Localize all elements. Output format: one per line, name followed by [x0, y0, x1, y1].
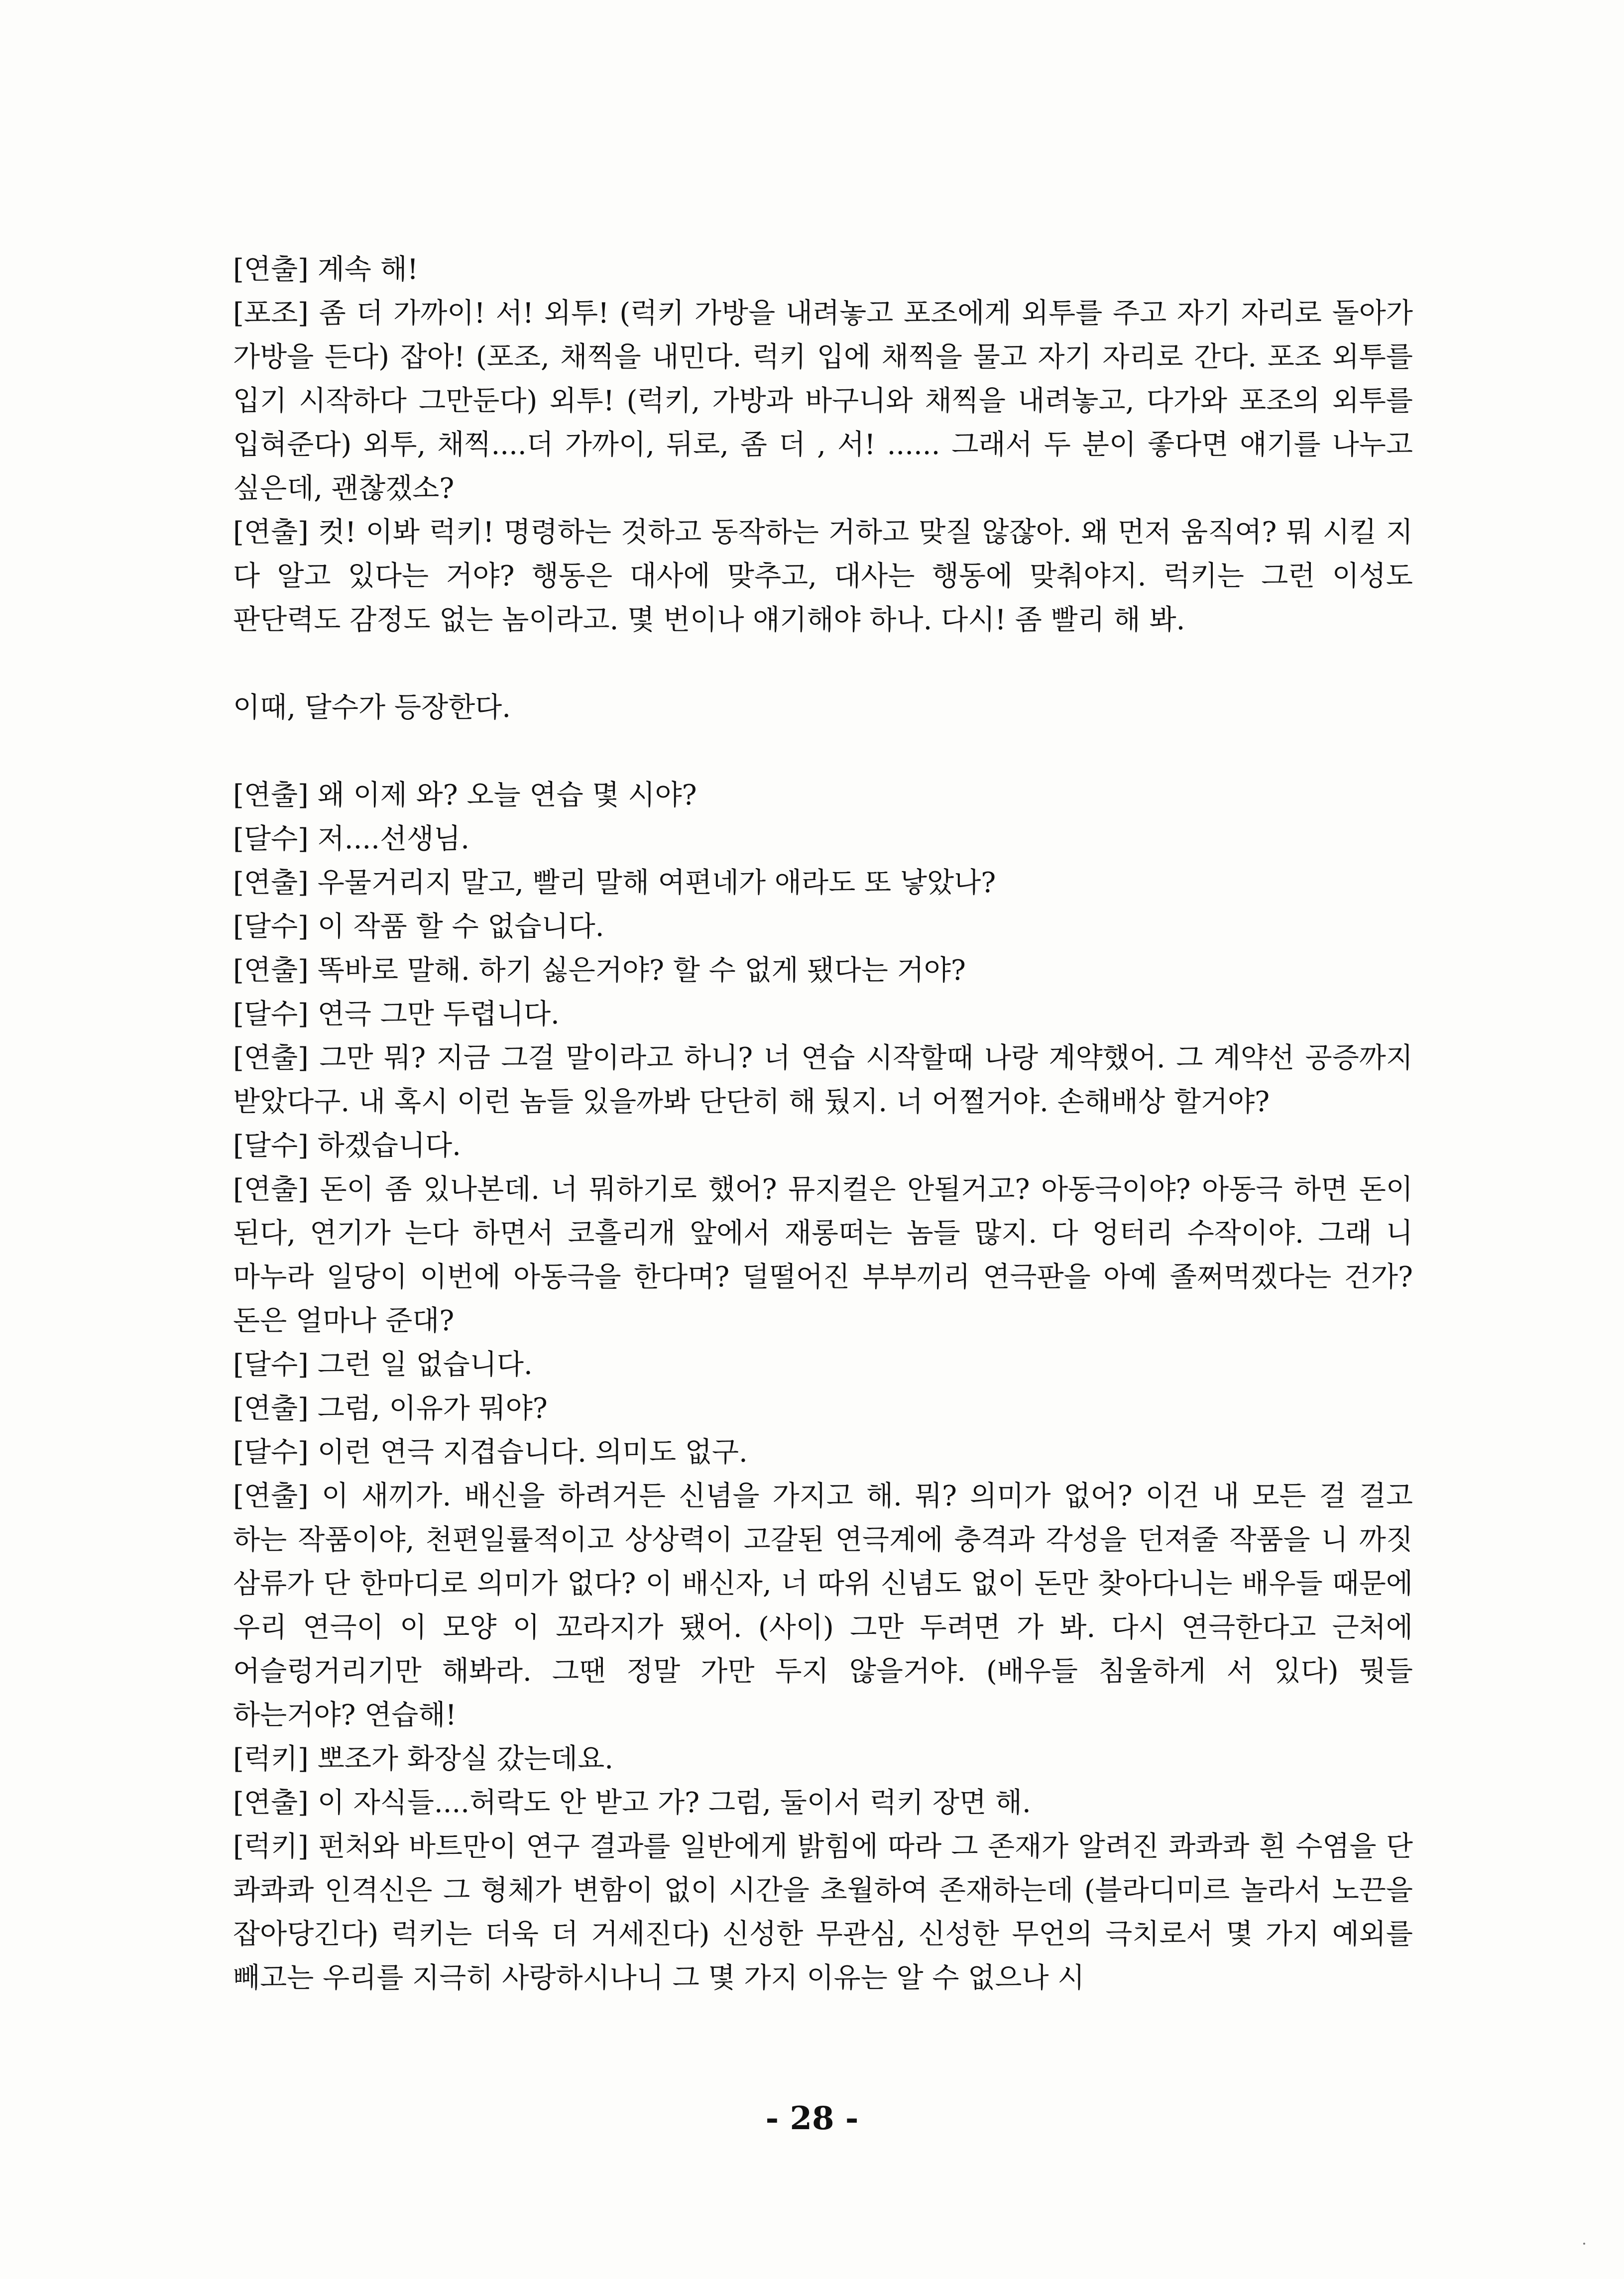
- dialogue-line: [달수] 이 작품 할 수 없습니다.: [233, 911, 604, 943]
- dialogue-line: [럭키] 펀처와 바트만이 연구 결과를 일반에게 밝힘에 따라 그 존재가 알려진 콰콰콰 흰 수염을 단 콰콰콰 인격신은 그 형체가 변함이 없이 시간을 초월하여 존재하는데 (블라디미르 놀라서 노끈을 잡아당긴다) 럭키는 더욱 더 거세진다) 신성한 무관심, 신성한 무언의 극치로서 몇 가지 예외를 빼고는 우리를 지극히 사랑하시나니 그 몇 가지 이유는 알 수 없으나 시: [233, 1830, 1413, 1994]
- dialogue-line: [달수] 하겠습니다.: [233, 1130, 461, 1162]
- dialogue-line: [연출] 그만 뭐? 지금 그걸 말이라고 하니? 너 연습 시작할때 나랑 계약했어. 그 계약선 공증까지 받았다구. 내 혹시 이런 놈들 있을까봐 단단히 해 뒀지. 너 어쩔거야. 손해배상 할거야?: [233, 1042, 1413, 1118]
- page-number: - 28 -: [765, 2100, 859, 2137]
- dialogue-line: [연출] 똑바로 말해. 하기 싫은거야? 할 수 없게 됐다는 거야?: [233, 954, 966, 987]
- dialogue-line: [달수] 저....선생님.: [233, 823, 470, 855]
- script-body: [233, 248, 1413, 2000]
- dialogue-line: [연출] 왜 이제 와? 오늘 연습 몇 시야?: [233, 779, 697, 811]
- dialogue-line: [연출] 컷! 이봐 럭키! 명령하는 것하고 동작하는 거하고 맞질 않잖아. 왜 먼저 움직여? 뭐 시킬 지 다 알고 있다는 거야? 행동은 대사에 맞추고, 대사는 행동에 맞춰야지. 럭키는 그런 이성도 판단력도 감정도 없는 놈이라고. 몇 번이나 얘기해야 하나. 다시! 좀 빨리 해 봐.: [233, 516, 1413, 636]
- dialogue-line: [연출] 이 새끼가. 배신을 하려거든 신념을 가지고 해. 뭐? 의미가 없어? 이건 내 모든 걸 걸고 하는 작품이야, 천편일률적이고 상상력이 고갈된 연극계에 충격과 각성을 던져줄 작품을 니 까짓 삼류가 단 한마디로 의미가 없다? 이 배신자, 너 따위 신념도 없이 돈만 찾아다니는 배우들 때문에 우리 연극이 이 모양 이 꼬라지가 됐어. (사이) 그만 두려면 가 봐. 다시 연극한다고 근처에 어슬렁거리기만 해봐라. 그땐 정말 가만 두지 않을거야. (배우들 침울하게 서 있다) 뭣들 하는거야? 연습해!: [233, 1480, 1413, 1731]
- dialogue-line: [연출] 돈이 좀 있나본데. 너 뭐하기로 했어? 뮤지컬은 안될거고? 아동극이야? 아동극 하면 돈이 된다, 연기가 는다 하면서 코흘리개 앞에서 재롱떠는 놈들 많지. 다 엉터리 수작이야. 그래 니 마누라 일당이 이번에 아동극을 한다며? 덜떨어진 부부끼리 연극판을 아예 졸쩌먹겠다는 건가? 돈은 얼마나 준대?: [233, 1173, 1413, 1337]
- dialogue-line: [달수] 그런 일 없습니다.: [233, 1349, 533, 1381]
- dialogue-line: [연출] 그럼, 이유가 뭐야?: [233, 1392, 548, 1425]
- dialogue-line: [달수] 연극 그만 두렵니다.: [233, 998, 560, 1030]
- dialogue-line: [포조] 좀 더 가까이! 서! 외투! (럭키 가방을 내려놓고 포조에게 외투를 주고 자기 자리로 돌아가 가방을 든다) 잡아! (포조, 채찍을 내민다. 럭키 입에 채찍을 물고 자기 자리로 간다. 포조 외투를 입기 시작하다 그만둔다) 외투! (럭키, 가방과 바구니와 채찍을 내려놓고, 다가와 포조의 외투를 입혀준다) 외투, 채찍....더 가까이, 뒤로, 좀 더 , 서! ...... 그래서 두 분이 좋다면 얘기를 나누고 싶은데, 괜찮겠소?: [233, 297, 1413, 505]
- dialogue-line: [연출] 이 자식들....허락도 안 받고 가? 그럼, 둘이서 럭키 장면 해.: [233, 1787, 1031, 1819]
- stage-direction: 이때, 달수가 등장한다.: [233, 691, 511, 724]
- dialogue-line: [달수] 이런 연극 지겹습니다. 의미도 없구.: [233, 1436, 748, 1469]
- dialogue-line: [연출] 우물거리지 말고, 빨리 말해 여편네가 애라도 또 낳았나?: [233, 867, 996, 899]
- dialogue-line: [연출] 계속 해!: [233, 253, 419, 286]
- scan-speck: [1583, 2243, 1585, 2245]
- dialogue-line: [럭키] 뽀조가 화장실 갔는데요.: [233, 1743, 614, 1775]
